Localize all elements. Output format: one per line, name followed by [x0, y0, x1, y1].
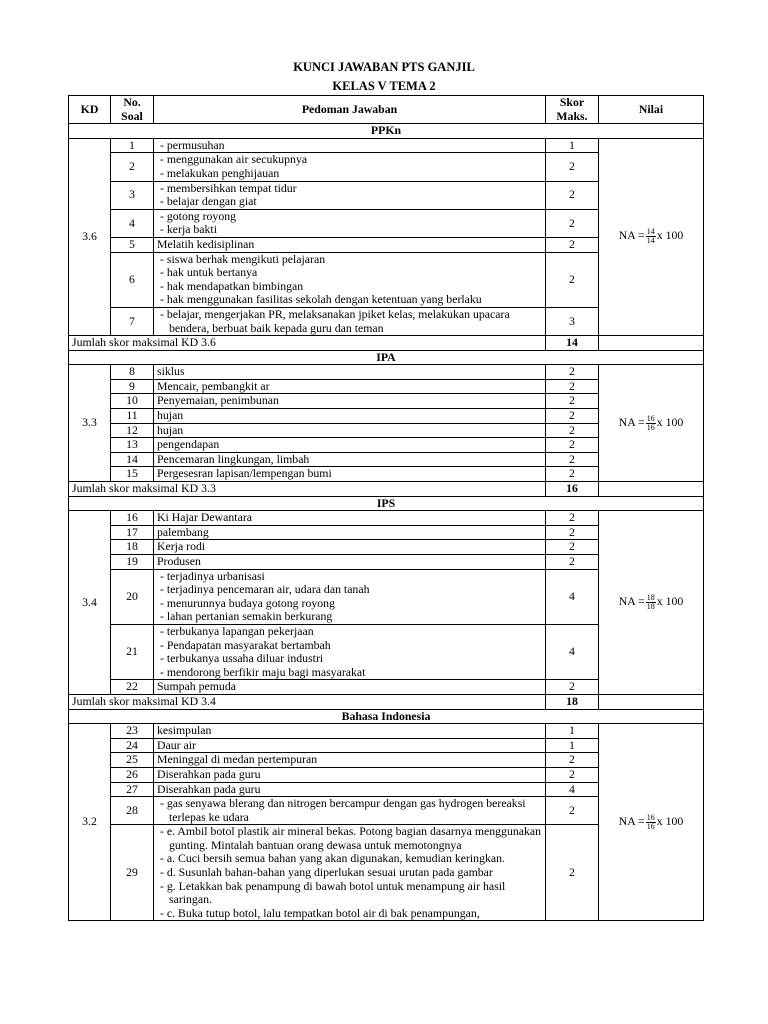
nilai-fraction — [646, 594, 656, 611]
answer-cell — [154, 680, 546, 695]
skor-cell: 2 — [546, 252, 599, 307]
total-row — [69, 694, 704, 709]
no-soal-cell: 27 — [111, 782, 154, 797]
answer-line: Diserahkan pada guru — [157, 781, 261, 796]
answer-cell — [154, 438, 546, 453]
answer-line: Sumpah pemuda — [157, 679, 236, 694]
skor-cell: 3 — [546, 307, 599, 335]
answer-cell — [154, 624, 546, 679]
answer-line: kesimpulan — [157, 723, 212, 738]
skor-cell: 4 — [546, 624, 599, 679]
answer-cell — [154, 138, 546, 153]
skor-cell: 2 — [546, 379, 599, 394]
answer-cell — [154, 825, 546, 921]
answer-line: Mencair, pembangkit ar — [157, 378, 270, 393]
kd-cell: 3.3 — [69, 365, 111, 482]
no-soal-cell: 25 — [111, 753, 154, 768]
answer-line: - hak menggunakan fasilitas sekolah dengan ketentuan yang berlaku — [160, 292, 482, 307]
answer-line: - hak untuk bertanya — [160, 265, 258, 280]
answer-line: siklus — [157, 364, 185, 379]
kd-cell: 3.2 — [69, 724, 111, 921]
section-name: PPKn — [69, 124, 704, 139]
section-header-row — [69, 496, 704, 511]
table-row — [69, 511, 704, 526]
skor-cell: 2 — [546, 555, 599, 570]
nilai-prefix: NA = — [618, 813, 645, 828]
document-title: KUNCI JAWABAN PTS GANJIL — [293, 60, 475, 74]
no-soal-cell: 18 — [111, 540, 154, 555]
answer-line: - melakukan penghijauan — [160, 165, 280, 180]
table-row — [69, 138, 704, 153]
answer-line: Daur air — [157, 737, 196, 752]
header-pedoman-jawaban: Pedoman Jawaban — [154, 96, 546, 124]
no-soal-cell: 21 — [111, 624, 154, 679]
answer-line: Pencemaran lingkungan, limbah — [157, 451, 310, 466]
table-row — [69, 365, 704, 380]
answer-cell — [154, 394, 546, 409]
skor-cell: 2 — [546, 438, 599, 453]
skor-cell: 2 — [546, 540, 599, 555]
answer-cell — [154, 569, 546, 624]
answer-line: - terjadinya urbanisasi — [160, 568, 265, 583]
answer-line: - membersihkan tempat tidur — [160, 180, 297, 195]
skor-cell: 1 — [546, 738, 599, 753]
answer-cell — [154, 423, 546, 438]
answer-line: Kerja rodi — [157, 539, 206, 554]
answer-line: - a. Cuci bersih semua bahan yang akan digunakan, kemudian keringkan. — [160, 851, 505, 866]
total-label: Jumlah skor maksimal KD 3.4 — [69, 694, 546, 709]
answer-cell — [154, 753, 546, 768]
no-soal-cell: 1 — [111, 138, 154, 153]
no-soal-cell: 22 — [111, 680, 154, 695]
no-soal-cell: 2 — [111, 153, 154, 181]
skor-cell: 2 — [546, 825, 599, 921]
answer-line: hujan — [157, 422, 184, 437]
skor-cell: 2 — [546, 423, 599, 438]
answer-line: - terjadinya pencemaran air, udara dan tanah — [160, 582, 370, 597]
answer-cell — [154, 181, 546, 209]
answer-line: - permusuhan — [160, 137, 225, 152]
fraction-numerator: 16 — [646, 413, 655, 423]
total-empty-cell — [599, 694, 704, 709]
header-kd: KD — [69, 96, 111, 124]
no-soal-cell: 7 — [111, 307, 154, 335]
answer-line: Penyemaian, penimbunan — [157, 393, 279, 408]
answer-line: - terbukanya ussaha diluar industri — [160, 651, 324, 666]
answer-line: hujan — [157, 408, 184, 423]
no-soal-cell: 8 — [111, 365, 154, 380]
skor-cell: 2 — [546, 680, 599, 695]
nilai-cell — [599, 724, 704, 921]
answer-cell — [154, 237, 546, 252]
skor-cell: 2 — [546, 365, 599, 380]
fraction-denominator: 16 — [646, 821, 655, 831]
header-skor-maks: Skor Maks. — [546, 96, 599, 124]
answer-cell — [154, 782, 546, 797]
no-soal-cell: 20 — [111, 569, 154, 624]
answer-cell — [154, 525, 546, 540]
answer-line: Meninggal di medan pertempuran — [157, 752, 318, 767]
no-soal-cell: 26 — [111, 767, 154, 782]
answer-line: - hak mendapatkan bimbingan — [160, 278, 304, 293]
answer-cell — [154, 540, 546, 555]
fraction-numerator: 14 — [646, 227, 655, 237]
answer-line: - menggunakan air secukupnya — [160, 152, 308, 167]
answer-cell — [154, 738, 546, 753]
no-soal-cell: 12 — [111, 423, 154, 438]
nilai-cell — [599, 138, 704, 335]
nilai-prefix: NA = — [618, 228, 645, 243]
skor-cell: 2 — [546, 237, 599, 252]
answer-cell — [154, 555, 546, 570]
answer-cell — [154, 153, 546, 181]
no-soal-cell: 4 — [111, 209, 154, 237]
no-soal-cell: 6 — [111, 252, 154, 307]
answer-cell — [154, 452, 546, 467]
answer-key-table — [68, 95, 704, 921]
skor-cell: 2 — [546, 409, 599, 424]
table-row — [69, 724, 704, 739]
fraction-denominator: 16 — [646, 422, 655, 432]
answer-line: - Pendapatan masyarakat bertambah — [160, 637, 331, 652]
no-soal-cell: 23 — [111, 724, 154, 739]
no-soal-cell: 5 — [111, 237, 154, 252]
no-soal-cell: 29 — [111, 825, 154, 921]
section-name: IPA — [69, 350, 704, 365]
nilai-prefix: NA = — [618, 594, 645, 609]
total-value: 18 — [546, 694, 599, 709]
table-body — [69, 124, 704, 921]
answer-line: pengendapan — [157, 437, 220, 452]
skor-cell: 2 — [546, 753, 599, 768]
skor-cell: 2 — [546, 797, 599, 825]
answer-cell — [154, 307, 546, 335]
skor-cell: 2 — [546, 153, 599, 181]
fraction-numerator: 16 — [646, 812, 655, 822]
skor-cell: 2 — [546, 209, 599, 237]
no-soal-cell: 28 — [111, 797, 154, 825]
answer-line: - lahan pertanian semakin berkurang — [160, 609, 333, 624]
kd-cell: 3.6 — [69, 138, 111, 335]
no-soal-cell: 15 — [111, 467, 154, 482]
answer-line: - siswa berhak mengikuti pelajaran — [160, 251, 326, 266]
answer-line: Melatih kedisiplinan — [157, 236, 255, 251]
nilai-fraction — [646, 228, 656, 245]
header-nilai: Nilai — [599, 96, 704, 124]
answer-line: Pergesesran lapisan/lempengan bumi — [157, 466, 332, 481]
nilai-suffix: x 100 — [656, 414, 684, 429]
total-label: Jumlah skor maksimal KD 3.6 — [69, 336, 546, 351]
answer-line: - e. Ambil botol plastik air mineral bekas. Potong bagian dasarnya menggunakan gunting. Mintalah bantuan orang dewasa untuk memotongnya — [160, 824, 542, 852]
answer-line: - menurunnya budaya gotong royong — [160, 595, 335, 610]
answer-line: - mendorong berfikir maju bagi masyarakat — [160, 664, 366, 679]
total-row — [69, 482, 704, 497]
skor-cell: 2 — [546, 525, 599, 540]
no-soal-cell: 17 — [111, 525, 154, 540]
nilai-prefix: NA = — [618, 414, 645, 429]
section-header-row — [69, 709, 704, 724]
skor-cell: 2 — [546, 767, 599, 782]
answer-line: - g. Letakkan bak penampung di bawah botol untuk menampung air hasil saringan. — [160, 878, 506, 907]
fraction-denominator: 18 — [646, 602, 655, 612]
answer-line: palembang — [157, 524, 209, 539]
total-label: Jumlah skor maksimal KD 3.3 — [69, 482, 546, 497]
section-header-row — [69, 124, 704, 139]
nilai-cell — [599, 511, 704, 695]
total-empty-cell — [599, 482, 704, 497]
total-value: 16 — [546, 482, 599, 497]
no-soal-cell: 10 — [111, 394, 154, 409]
answer-cell — [154, 379, 546, 394]
nilai-fraction — [646, 814, 656, 831]
nilai-suffix: x 100 — [656, 813, 684, 828]
answer-line: - belajar dengan giat — [160, 194, 257, 209]
nilai-fraction — [646, 415, 656, 432]
nilai-suffix: x 100 — [656, 594, 684, 609]
answer-line: - belajar, mengerjakan PR, melaksanakan jpiket kelas, melakukan upacara bendera, berbuat baik kepada guru dan teman — [160, 306, 510, 335]
nilai-suffix: x 100 — [656, 228, 684, 243]
skor-cell: 2 — [546, 511, 599, 526]
answer-line: - gotong royong — [160, 208, 237, 223]
skor-cell: 4 — [546, 569, 599, 624]
skor-cell: 2 — [546, 467, 599, 482]
header-no-soal: No. Soal — [111, 96, 154, 124]
fraction-numerator: 18 — [646, 593, 655, 603]
total-value: 14 — [546, 336, 599, 351]
answer-cell — [154, 767, 546, 782]
kd-cell: 3.4 — [69, 511, 111, 695]
answer-line: - kerja bakti — [160, 222, 217, 237]
answer-line: - c. Buka tutup botol, lalu tempatkan botol air di bak penampungan, — [160, 905, 480, 920]
total-empty-cell — [599, 336, 704, 351]
document-subtitle: KELAS V TEMA 2 — [332, 79, 436, 93]
no-soal-cell: 16 — [111, 511, 154, 526]
no-soal-cell: 24 — [111, 738, 154, 753]
answer-line: Diserahkan pada guru — [157, 766, 261, 781]
skor-cell: 4 — [546, 782, 599, 797]
section-header-row — [69, 350, 704, 365]
fraction-denominator: 14 — [646, 236, 655, 246]
answer-cell — [154, 724, 546, 739]
answer-line: - gas senyawa blerang dan nitrogen bercampur dengan gas hydrogen bereaksi terlepas ke udara — [160, 796, 526, 824]
answer-cell — [154, 365, 546, 380]
section-name: IPS — [69, 496, 704, 511]
answer-cell — [154, 467, 546, 482]
skor-cell: 1 — [546, 138, 599, 153]
nilai-cell — [599, 365, 704, 482]
skor-cell: 2 — [546, 181, 599, 209]
no-soal-cell: 9 — [111, 379, 154, 394]
answer-cell — [154, 252, 546, 307]
total-row — [69, 336, 704, 351]
answer-cell — [154, 511, 546, 526]
answer-line: Ki Hajar Dewantara — [157, 510, 252, 525]
skor-cell: 2 — [546, 452, 599, 467]
skor-cell: 2 — [546, 394, 599, 409]
no-soal-cell: 19 — [111, 555, 154, 570]
answer-line: Produsen — [157, 554, 201, 568]
no-soal-cell: 14 — [111, 452, 154, 467]
no-soal-cell: 13 — [111, 438, 154, 453]
no-soal-cell: 11 — [111, 409, 154, 424]
section-name: Bahasa Indonesia — [69, 709, 704, 724]
answer-line: - terbukanya lapangan pekerjaan — [160, 623, 314, 638]
answer-line: - d. Susunlah bahan-bahan yang diperlukan sesuai urutan pada gambar — [160, 865, 493, 880]
answer-cell — [154, 797, 546, 825]
answer-cell — [154, 409, 546, 424]
skor-cell: 1 — [546, 724, 599, 739]
answer-cell — [154, 209, 546, 237]
no-soal-cell: 3 — [111, 181, 154, 209]
